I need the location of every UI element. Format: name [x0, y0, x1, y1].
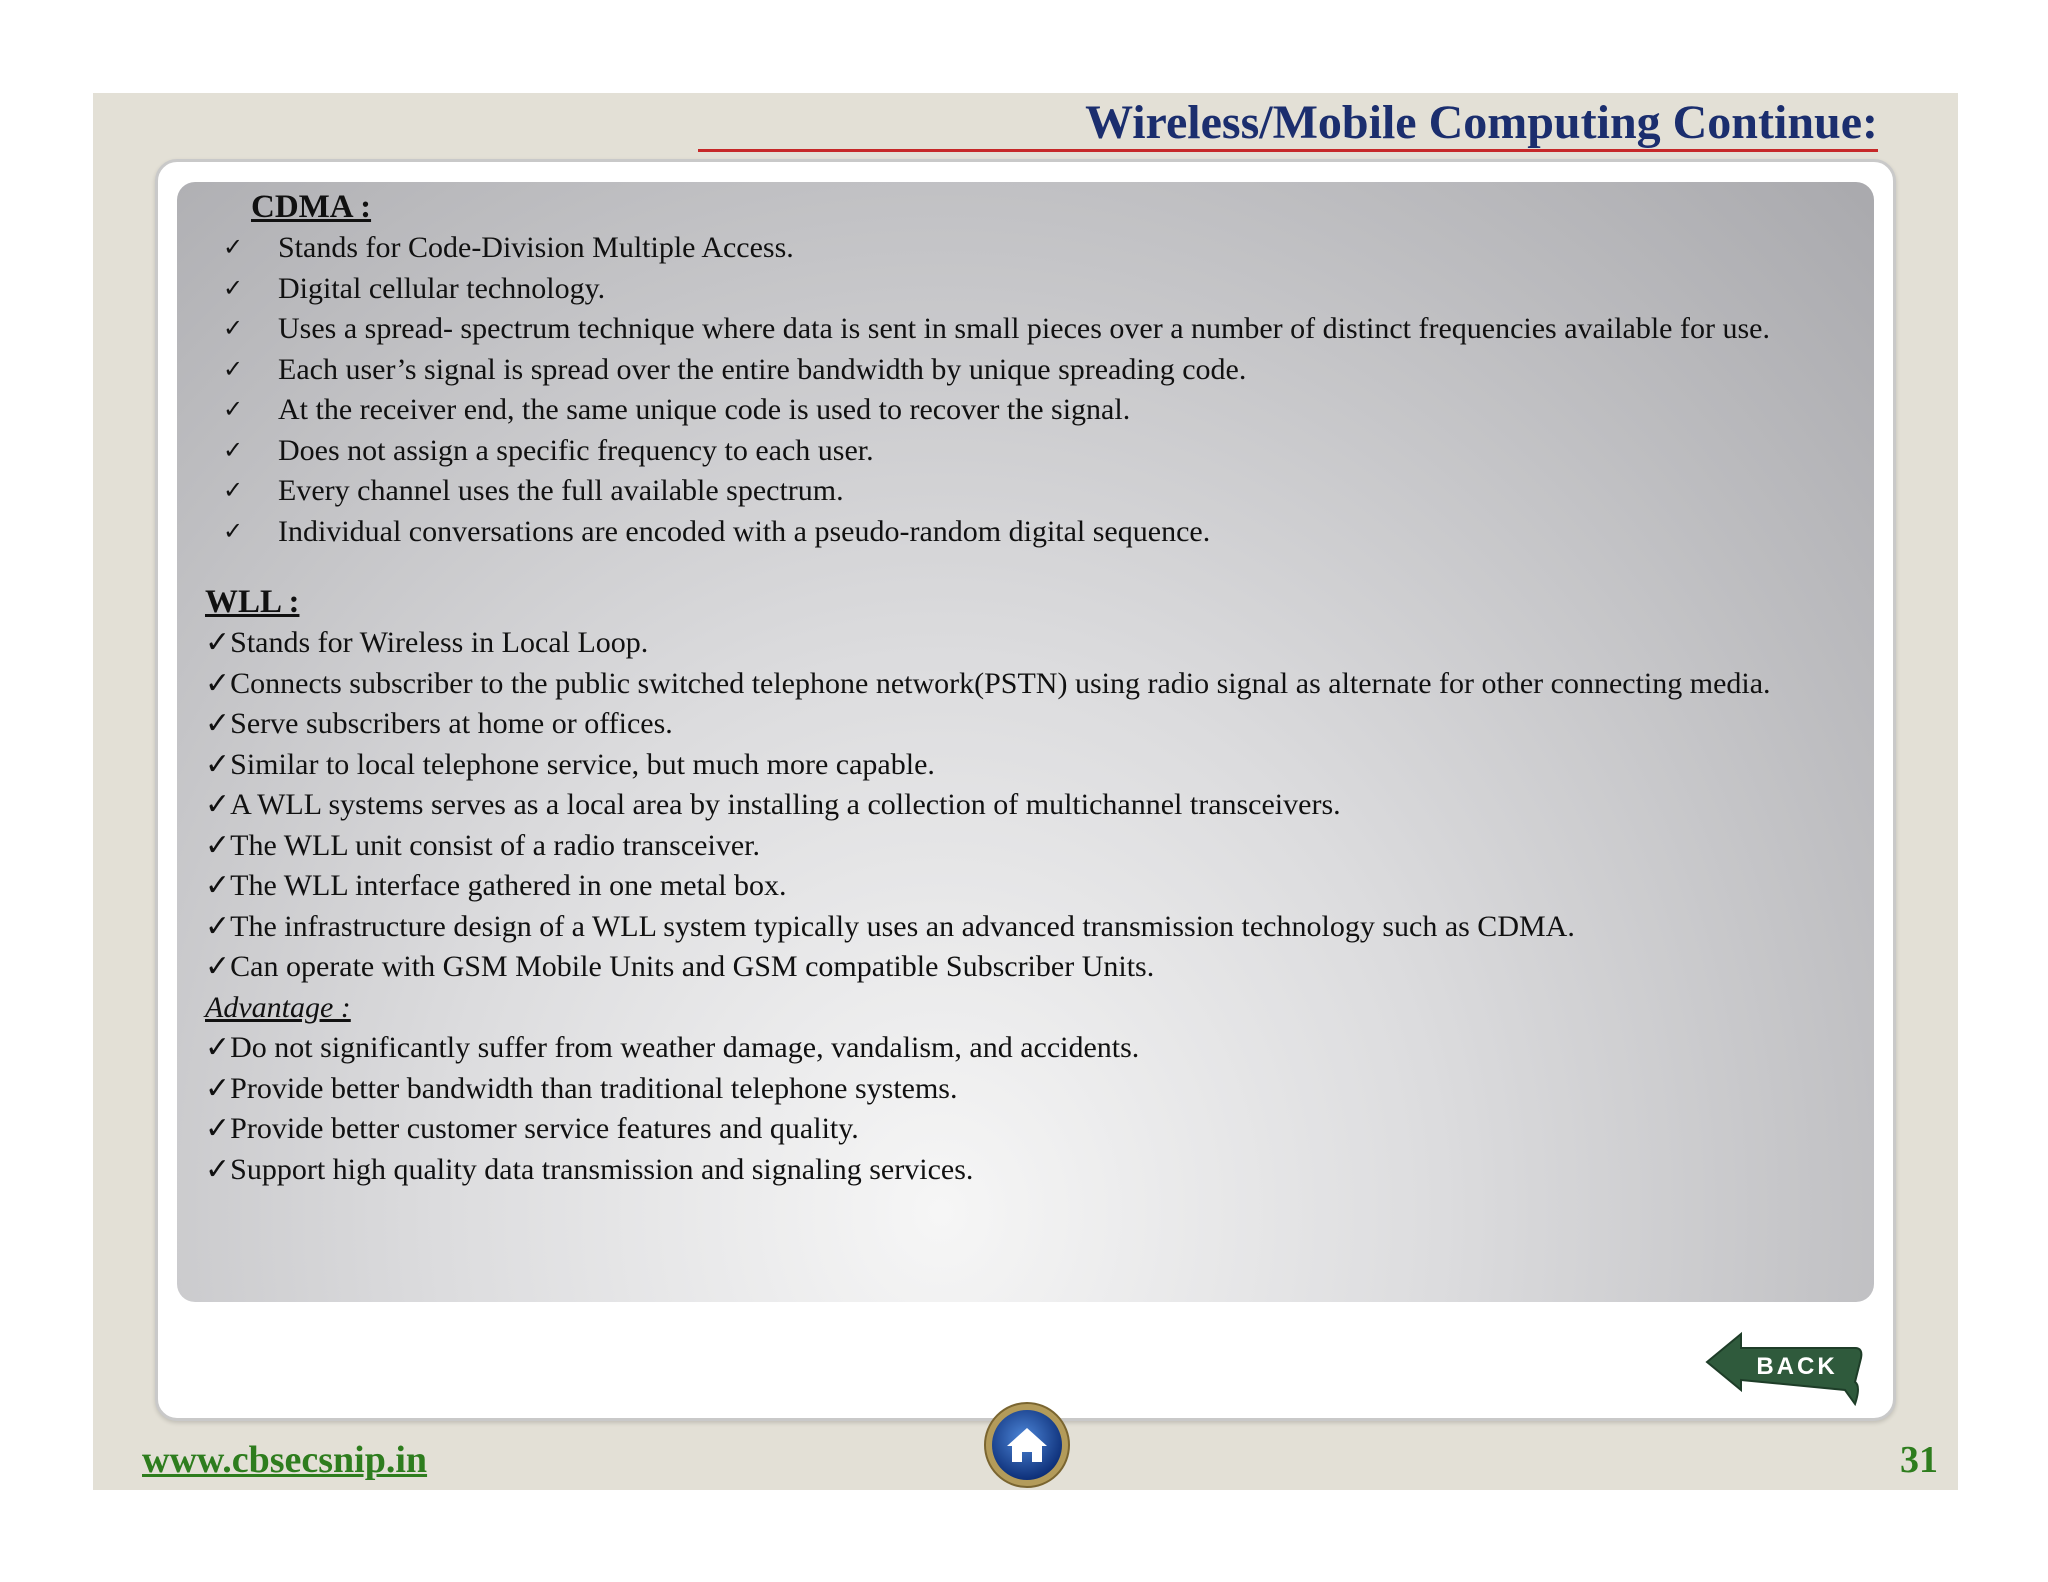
cdma-list	[205, 228, 1865, 552]
list-item: ✓Can operate with GSM Mobile Units and GSM compatible Subscriber Units.	[205, 950, 1155, 983]
advantage-heading: Advantage :	[205, 990, 351, 1024]
list-item: ✓The infrastructure design of a WLL system typically uses an advanced transmission technology such as CDMA.	[205, 909, 1575, 943]
list-item: ✓Similar to local telephone service, but much more capable.	[205, 747, 935, 781]
back-arrow-icon	[1705, 1324, 1865, 1414]
list-item: ✓The WLL interface gathered in one metal box.	[205, 869, 787, 902]
list-item: ✓ Every channel uses the full available spectrum.	[205, 471, 1865, 512]
check-icon: ✓	[223, 316, 244, 342]
check-icon: ✓	[205, 1071, 231, 1105]
check-icon: ✓	[205, 666, 231, 700]
list-item: ✓Stands for Wireless in Local Loop.	[205, 626, 649, 659]
check-icon: ✓	[205, 626, 231, 659]
list-item: ✓Provide better customer service features and quality.	[205, 1112, 859, 1145]
list-item: ✓The WLL unit consist of a radio transceiver.	[205, 828, 760, 862]
footer-link[interactable]: www.cbsecsnip.in	[142, 1439, 428, 1481]
list-item: ✓Do not significantly suffer from weather damage, vandalism, and accidents.	[205, 1031, 1140, 1064]
check-icon: ✓	[223, 518, 244, 545]
cdma-heading: CDMA :	[251, 189, 372, 225]
slide	[93, 93, 1958, 1490]
check-icon: ✓	[223, 235, 244, 261]
list-item: ✓Serve subscribers at home or offices.	[205, 707, 673, 740]
check-icon: ✓	[223, 356, 244, 383]
list-item: ✓ At the receiver end, the same unique code is used to recover the signal.	[205, 390, 1865, 431]
back-button[interactable]	[1705, 1324, 1865, 1414]
list-item: ✓Provide better bandwidth than traditional telephone systems.	[205, 1071, 958, 1105]
check-icon: ✓	[205, 869, 231, 902]
check-icon: ✓	[205, 1152, 231, 1186]
list-item: ✓A WLL systems serves as a local area by installing a collection of multichannel transceivers.	[205, 788, 1341, 821]
home-icon	[982, 1400, 1072, 1490]
list-item: ✓Connects subscriber to the public switched telephone network(PSTN) using radio signal as alternate for other connecting media.	[205, 666, 1771, 700]
list-item: ✓ Does not assign a specific frequency to each user.	[205, 431, 1865, 472]
check-icon: ✓	[205, 1031, 231, 1064]
wll-heading: WLL :	[205, 584, 300, 620]
check-icon: ✓	[205, 707, 231, 740]
check-icon: ✓	[205, 747, 231, 781]
check-icon: ✓	[205, 828, 231, 862]
back-label: BACK	[1756, 1353, 1838, 1380]
check-icon: ✓	[205, 788, 231, 821]
check-icon: ✓	[205, 1112, 231, 1145]
list-item: ✓ Digital cellular technology.	[205, 269, 1865, 310]
list-item: ✓Support high quality data transmission and signaling services.	[205, 1152, 974, 1186]
wll-section	[205, 581, 1865, 1190]
title-underline	[698, 149, 1878, 152]
check-icon: ✓	[223, 478, 244, 504]
page-number: 31	[1900, 1439, 1938, 1481]
home-button[interactable]	[982, 1400, 1072, 1490]
check-icon: ✓	[223, 275, 244, 302]
check-icon: ✓	[205, 909, 231, 943]
check-icon: ✓	[223, 397, 244, 423]
list-item: ✓ Individual conversations are encoded with a pseudo-random digital sequence.	[205, 512, 1865, 553]
check-icon: ✓	[205, 950, 231, 983]
page-title: Wireless/Mobile Computing Continue:	[1085, 96, 1878, 149]
list-item: ✓ Stands for Code-Division Multiple Access.	[205, 228, 1865, 269]
list-item: ✓ Uses a spread- spectrum technique where data is sent in small pieces over a number of distinct frequencies available for use.	[205, 309, 1865, 350]
list-item: ✓ Each user’s signal is spread over the entire bandwidth by unique spreading code.	[205, 350, 1865, 391]
check-icon: ✓	[223, 437, 244, 464]
slide-content	[205, 186, 1865, 1190]
